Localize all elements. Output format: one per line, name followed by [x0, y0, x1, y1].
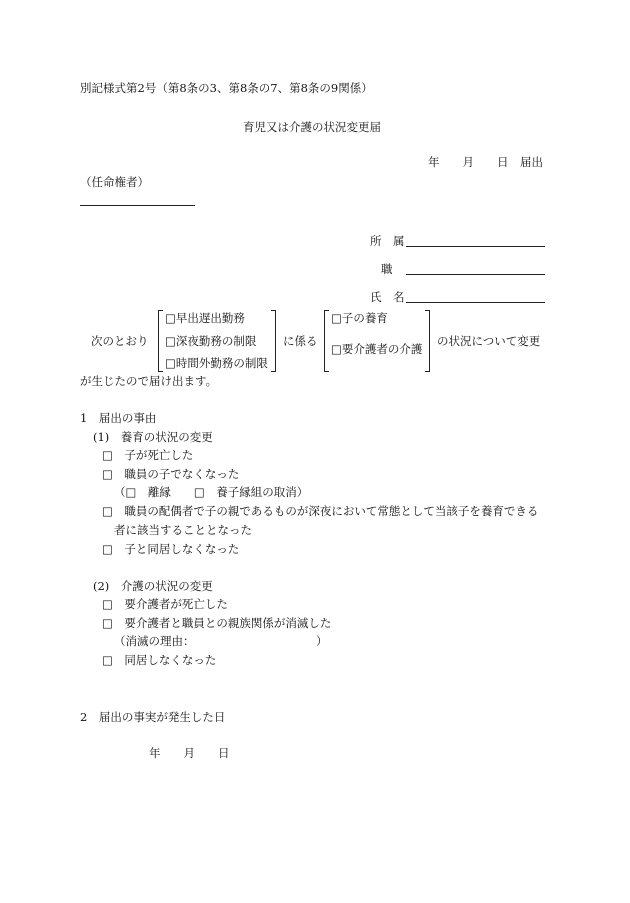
checkbox-item-dissolution-options[interactable]: （□ 離縁 □ 養子縁組の取消） — [114, 485, 309, 499]
authority-label: （任命権者） — [80, 175, 149, 189]
submission-date: 年 月 日 届出 — [428, 155, 543, 169]
section1-heading: 1 届出の事由 — [80, 411, 157, 425]
occurrence-date[interactable]: 年 月 日 — [149, 746, 230, 760]
checkbox-item-kinship-ended[interactable]: □ 要介護者と職員との親族関係が消滅した — [102, 616, 332, 630]
checkbox-item-no-longer-child[interactable]: □ 職員の子でなくなった — [102, 467, 240, 481]
reason-label: （消滅の理由： — [114, 634, 195, 648]
affiliation-field-line[interactable] — [406, 246, 545, 247]
checkbox-item-spouse-continuation: 者に該当することとなった — [114, 523, 252, 537]
section1-sub1-heading: (1) 養育の状況の変更 — [93, 430, 213, 444]
name-label: 氏 名 — [370, 290, 405, 304]
option-overtime-limit[interactable]: □時間外勤務の制限 — [165, 356, 268, 370]
statement-suffix: の状況について変更 — [437, 334, 541, 348]
page-title: 育児又は介護の状況変更届 — [243, 120, 381, 134]
left-bracket-close — [271, 310, 276, 372]
checkbox-item-spouse-can-care[interactable]: □ 職員の配偶者で子の親であるものが深夜において常態として当該子を養育できる — [102, 504, 539, 518]
name-field-line[interactable] — [406, 302, 545, 303]
checkbox-item-no-longer-cohabiting[interactable]: □ 同居しなくなった — [102, 653, 217, 667]
checkbox-item-child-died[interactable]: □ 子が死亡した — [102, 448, 194, 462]
form-number: 別記様式第2号（第8条の3、第8条の7、第8条の9関係） — [80, 81, 373, 95]
option-nursing-care[interactable]: □要介護者の介護 — [331, 342, 423, 356]
statement-prefix: 次のとおり — [91, 334, 149, 348]
checkbox-item-not-living-with-child[interactable]: □ 子と同居しなくなった — [102, 542, 240, 556]
right-bracket-close — [425, 310, 430, 372]
position-field-line[interactable] — [406, 274, 545, 275]
statement-connector: に係る — [283, 334, 318, 348]
statement-continuation: が生じたので届け出ます。 — [80, 374, 218, 388]
option-night-work-limit[interactable]: □深夜勤務の制限 — [165, 334, 257, 348]
right-bracket-open — [324, 310, 329, 372]
option-child-care[interactable]: □子の養育 — [331, 311, 388, 325]
option-early-late-work[interactable]: □早出遅出勤務 — [165, 311, 245, 325]
left-bracket-open — [158, 310, 163, 372]
section1-sub2-heading: (2) 介護の状況の変更 — [93, 579, 213, 593]
authority-field-line[interactable] — [80, 205, 195, 206]
section2-heading: 2 届出の事実が発生した日 — [80, 710, 226, 724]
affiliation-label: 所 属 — [370, 234, 405, 248]
checkbox-item-care-recipient-died[interactable]: □ 要介護者が死亡した — [102, 597, 228, 611]
reason-close-paren: ） — [316, 634, 328, 648]
position-label: 職 — [381, 262, 393, 276]
